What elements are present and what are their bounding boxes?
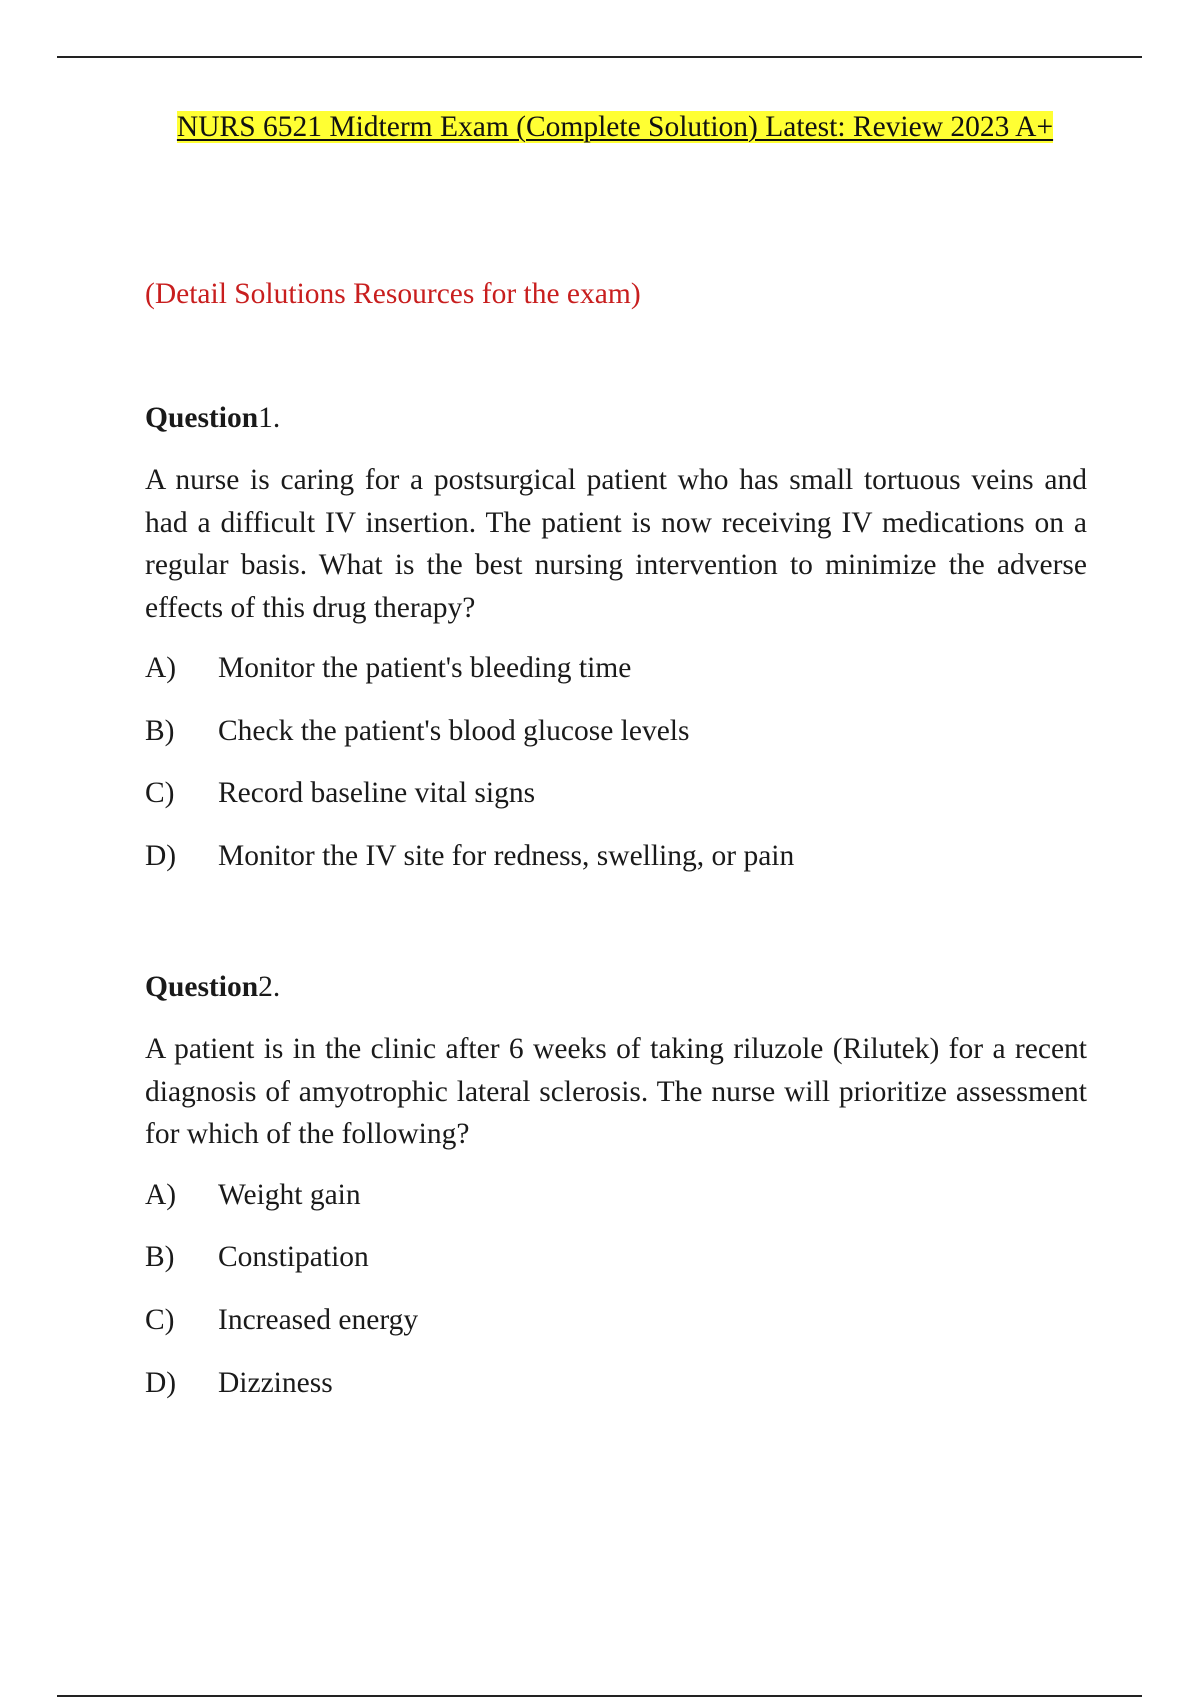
question-1 bbox=[145, 398, 1087, 899]
option-letter: D) bbox=[145, 1366, 177, 1399]
option-letter: A) bbox=[145, 652, 177, 684]
question-text: A nurse is caring for a postsurgical patient who has small tortuous veins and had a difficult IV insertion. The patient is now receiving IV medications on a regular basis. What is the best nursing intervention to minimize the adverse effects of this drug therapy? bbox=[145, 464, 1087, 624]
answer-option-c[interactable] bbox=[145, 773, 1087, 836]
document-title-text: NURS 6521 Midterm Exam (Complete Solution) Latest: Review 2023 A+ bbox=[176, 111, 1054, 143]
question-label: Question bbox=[145, 402, 259, 434]
option-text: Monitor the patient's bleeding time bbox=[218, 652, 632, 684]
answer-option-d[interactable] bbox=[145, 1363, 1087, 1426]
answer-option-a[interactable] bbox=[145, 1175, 1087, 1238]
answer-options bbox=[145, 648, 1087, 899]
option-text: Constipation bbox=[218, 1241, 369, 1274]
top-divider bbox=[57, 56, 1142, 58]
option-letter: C) bbox=[145, 777, 175, 810]
question-label: Question bbox=[145, 971, 259, 1003]
question-heading bbox=[145, 967, 1087, 1007]
option-text: Increased energy bbox=[218, 1303, 419, 1336]
option-text: Weight gain bbox=[218, 1178, 361, 1211]
bottom-divider bbox=[57, 1695, 1142, 1697]
option-text: Monitor the IV site for redness, swelling, or pain bbox=[218, 840, 795, 873]
document-title bbox=[150, 108, 1080, 147]
option-letter: C) bbox=[145, 1303, 175, 1336]
option-text: Dizziness bbox=[218, 1366, 333, 1399]
question-2 bbox=[145, 967, 1087, 1425]
question-text: A patient is in the clinic after 6 weeks of taking riluzole (Rilutek) for a recent diagnosis of amyotrophic lateral sclerosis. The nurse will prioritize assessment for which of the following? bbox=[145, 1033, 1087, 1150]
question-number: 1. bbox=[258, 402, 281, 434]
question-heading bbox=[145, 398, 1087, 438]
answer-options bbox=[145, 1175, 1087, 1426]
option-text: Record baseline vital signs bbox=[218, 777, 536, 810]
answer-option-a[interactable] bbox=[145, 648, 1087, 711]
answer-option-b[interactable] bbox=[145, 711, 1087, 774]
option-letter: A) bbox=[145, 1178, 177, 1211]
option-letter: D) bbox=[145, 840, 177, 873]
option-letter: B) bbox=[145, 714, 175, 747]
question-number: 2. bbox=[258, 971, 281, 1003]
option-text: Check the patient's blood glucose levels bbox=[218, 714, 690, 747]
answer-option-c[interactable] bbox=[145, 1300, 1087, 1363]
answer-option-b[interactable] bbox=[145, 1237, 1087, 1300]
document-subtitle: (Detail Solutions Resources for the exam) bbox=[145, 278, 641, 310]
option-letter: B) bbox=[145, 1241, 175, 1274]
answer-option-d[interactable] bbox=[145, 836, 1087, 899]
